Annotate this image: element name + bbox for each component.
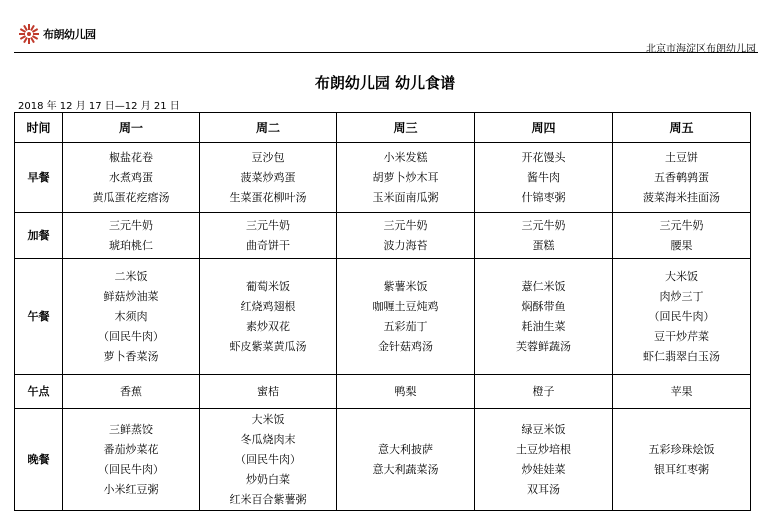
menu-body (15, 143, 751, 511)
dish-item: 酱牛肉 (527, 170, 560, 184)
meal-label: 午餐 (15, 259, 63, 375)
menu-cell-thursday (475, 259, 613, 375)
menu-cell-tuesday (200, 143, 337, 213)
dish-item: 意大利披萨 (378, 442, 433, 456)
dish-item: 葡萄米饭 (246, 279, 290, 293)
dish-item: 曲奇饼干 (246, 238, 290, 252)
meal-label: 晚餐 (15, 409, 63, 511)
day-header-tuesday: 周二 (200, 113, 337, 143)
menu-cell-monday (63, 375, 200, 409)
day-header-wednesday: 周三 (337, 113, 475, 143)
dish-item: 素炒双花 (246, 319, 290, 333)
menu-cell-monday (63, 143, 200, 213)
dish-item: 土豆炒培根 (516, 442, 571, 456)
menu-cell-wednesday (337, 143, 475, 213)
logo-text: 布朗幼儿园 (43, 28, 96, 41)
menu-cell-monday (63, 409, 200, 511)
table-row (15, 375, 751, 409)
menu-cell-friday (613, 409, 751, 511)
menu-cell-friday (613, 213, 751, 259)
dish-item: 耗油生菜 (521, 319, 566, 333)
menu-cell-wednesday (337, 375, 475, 409)
page-title: 布朗幼儿园 幼儿食谱 (314, 74, 456, 92)
dish-item: 虾仁翡翠白玉汤 (643, 349, 720, 363)
dish-item: 大米饭 (251, 412, 285, 426)
menu-cell-wednesday (337, 409, 475, 511)
dish-item: 炒奶白菜 (246, 472, 290, 486)
table-row (15, 143, 751, 213)
dish-item: 五香鹌鹑蛋 (654, 170, 709, 184)
dish-item: 胡萝卜炒木耳 (372, 170, 439, 184)
dish-item: 蛋糕 (532, 238, 555, 252)
dish-item: （回民牛肉） (98, 329, 164, 343)
dish-item: 香蕉 (120, 384, 142, 398)
dish-item: 三元牛奶 (109, 218, 153, 232)
menu-cell-wednesday (337, 259, 475, 375)
table-row (15, 409, 751, 511)
dish-item: 肉炒三丁 (659, 289, 704, 303)
dish-item: 绿豆米饭 (521, 422, 566, 436)
dish-item: 波力海苔 (383, 238, 428, 252)
dish-item: 腰果 (670, 238, 693, 252)
dish-item: 三元牛奶 (383, 218, 428, 232)
dish-item: 小米发糕 (383, 150, 428, 164)
dish-item: 豆干炒芹菜 (654, 329, 709, 343)
dish-item: 什锦枣粥 (521, 190, 566, 204)
menu-cell-thursday (475, 213, 613, 259)
dish-item: 虾皮紫菜黄瓜汤 (229, 339, 307, 353)
page-header (0, 0, 770, 56)
menu-cell-friday (613, 259, 751, 375)
dish-item: 金针菇鸡汤 (378, 339, 433, 353)
menu-cell-tuesday (200, 213, 337, 259)
dish-item: 五彩茄丁 (383, 319, 428, 333)
dish-item: （回民牛肉） (648, 309, 715, 323)
dish-item: 三元牛奶 (246, 218, 290, 232)
dish-item: 鸭梨 (394, 384, 417, 398)
dish-item: 三元牛奶 (521, 218, 566, 232)
table-row (15, 213, 751, 259)
menu-cell-thursday (475, 375, 613, 409)
dish-item: 三元牛奶 (659, 218, 704, 232)
dish-item: 冬瓜烧肉末 (240, 432, 296, 446)
day-header-thursday: 周四 (475, 113, 613, 143)
dish-item: 鲜菇炒油菜 (103, 289, 159, 303)
logo-flower-icon (18, 23, 40, 45)
dish-item: 意大利蔬菜汤 (372, 462, 439, 476)
dish-item: 黄瓜蛋花疙瘩汤 (92, 190, 170, 204)
dish-item: 小米红豆粥 (103, 482, 159, 496)
menu-cell-monday (63, 213, 200, 259)
menu-cell-tuesday (200, 375, 337, 409)
dish-item: 生菜蛋花柳叶汤 (229, 190, 307, 204)
day-header-friday: 周五 (613, 113, 751, 143)
dish-item: 土豆饼 (665, 150, 698, 164)
dish-item: （回民牛肉） (98, 462, 164, 476)
menu-cell-friday (613, 143, 751, 213)
dish-item: 琥珀桃仁 (109, 238, 153, 252)
dish-item: 红米百合紫薯粥 (229, 492, 307, 506)
dish-item: 大米饭 (665, 269, 698, 283)
dish-item: 豆沙包 (251, 150, 285, 164)
menu-cell-tuesday (200, 409, 337, 511)
menu-table (14, 112, 751, 511)
dish-item: 三鲜蒸饺 (109, 422, 153, 436)
day-header-monday: 周一 (63, 113, 200, 143)
header-divider (14, 52, 758, 53)
dish-item: 菠菜炒鸡蛋 (240, 170, 296, 184)
header-school-address: 北京市海淀区布朗幼儿园 (646, 44, 756, 55)
table-header-row (15, 113, 751, 143)
dish-item: 薏仁米饭 (521, 279, 566, 293)
menu-cell-tuesday (200, 259, 337, 375)
dish-item: 焖酥带鱼 (521, 299, 566, 313)
dish-item: 芙蓉鲜蔬汤 (516, 339, 571, 353)
date-range: 2018 年 12 月 17 日—12 月 21 日 (18, 101, 180, 112)
dish-item: 双耳汤 (527, 482, 560, 496)
logo (18, 23, 96, 45)
menu-cell-thursday (475, 143, 613, 213)
dish-item: 菠菜海米挂面汤 (643, 190, 720, 204)
dish-item: 红烧鸡翅根 (240, 299, 296, 313)
dish-item: 萝卜香菜汤 (103, 349, 159, 363)
meal-label: 加餐 (15, 213, 63, 259)
menu-cell-monday (63, 259, 200, 375)
dish-item: 蜜桔 (257, 384, 279, 398)
menu-cell-thursday (475, 409, 613, 511)
dish-item: 五彩珍珠烩饭 (648, 442, 715, 456)
dish-item: 紫薯米饭 (383, 279, 428, 293)
menu-cell-wednesday (337, 213, 475, 259)
dish-item: 水煮鸡蛋 (109, 170, 153, 184)
meal-label: 午点 (15, 375, 63, 409)
dish-item: 炒娃娃菜 (521, 462, 566, 476)
meal-label: 早餐 (15, 143, 63, 213)
dish-item: 橙子 (532, 384, 555, 398)
dish-item: 开花馒头 (521, 150, 566, 164)
dish-item: 椒盐花卷 (109, 150, 153, 164)
dish-item: （回民牛肉） (235, 452, 301, 466)
dish-item: 咖喱土豆炖鸡 (372, 299, 439, 313)
dish-item: 银耳红枣粥 (654, 462, 709, 476)
menu-cell-friday (613, 375, 751, 409)
table-row (15, 259, 751, 375)
dish-item: 玉米面南瓜粥 (372, 190, 439, 204)
time-header: 时间 (15, 113, 63, 143)
dish-item: 木须肉 (114, 309, 148, 323)
dish-item: 苹果 (670, 384, 693, 398)
dish-item: 番茄炒菜花 (103, 442, 159, 456)
dish-item: 二米饭 (114, 269, 148, 283)
